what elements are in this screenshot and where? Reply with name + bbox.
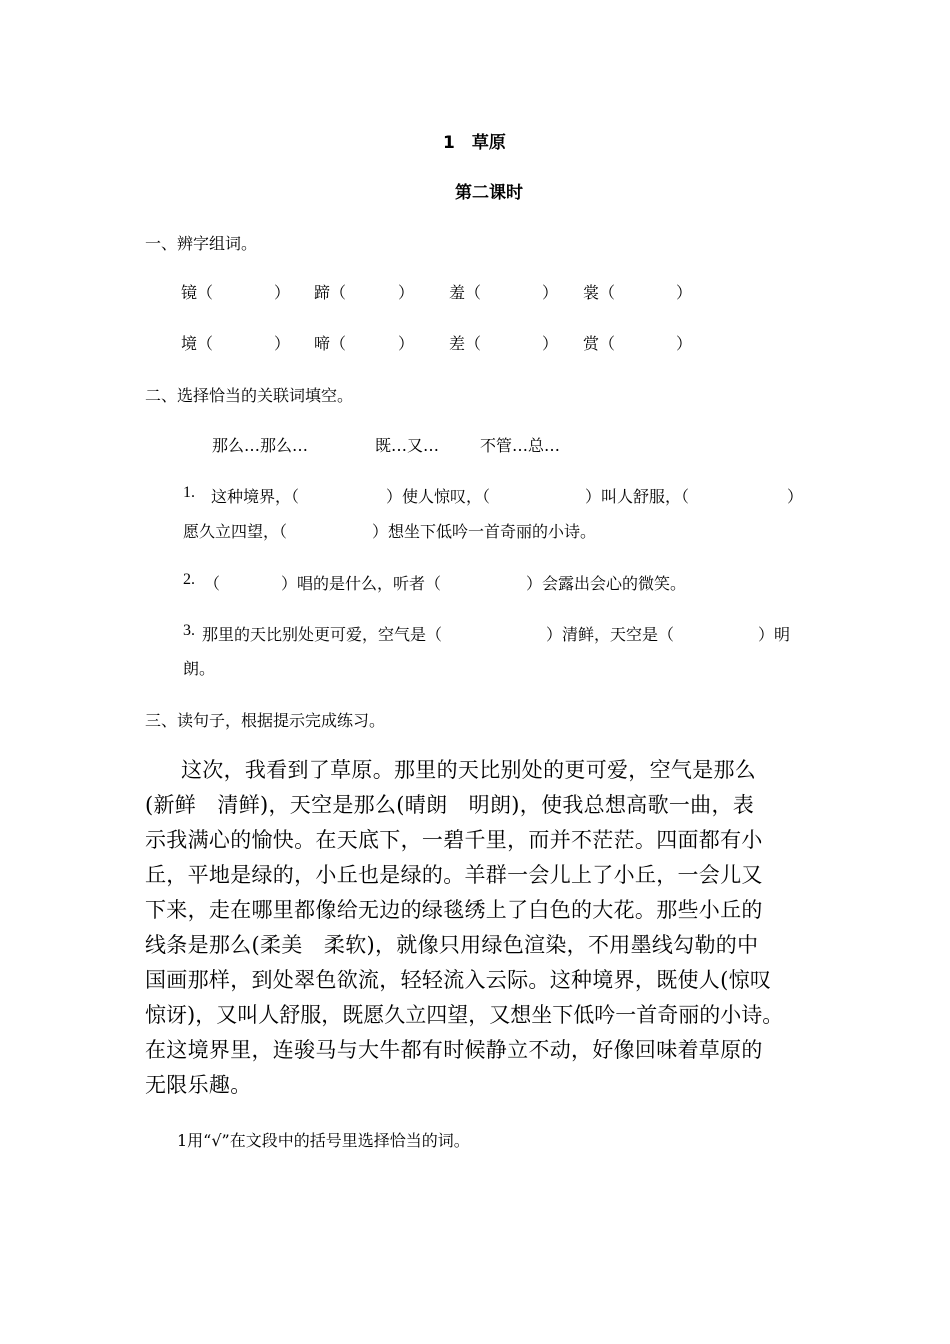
char-cell: 蹄（ <box>314 283 347 302</box>
question-number: 2. <box>183 571 195 588</box>
blank-close: ） <box>398 334 415 353</box>
page-subtitle: 第二课时 <box>455 183 523 203</box>
blank-close: ） <box>274 334 291 353</box>
blank-close: ） <box>274 283 291 302</box>
page-title: 1 草原 <box>443 133 506 153</box>
passage-line: 惊讶)，又叫人舒服，既愿久立四望，又想坐下低吟一首奇丽的小诗。 <box>145 1003 784 1027</box>
section2-heading: 二、选择恰当的关联词填空。 <box>145 386 354 405</box>
char-cell: 赏（ <box>583 334 616 353</box>
option: 既…又… <box>375 436 440 455</box>
char-cell: 羞（ <box>449 283 482 302</box>
q2-text: （ <box>204 574 221 593</box>
passage-line: 无限乐趣。 <box>145 1073 252 1097</box>
blank-close: ） <box>542 283 559 302</box>
char-cell: 啼（ <box>314 334 347 353</box>
char-cell: 差（ <box>449 334 482 353</box>
passage-line: 这次，我看到了草原。那里的天比别处的更可爱，空气是那么 <box>181 758 757 782</box>
blank-close: ） <box>398 283 415 302</box>
option: 不管…总… <box>480 436 561 455</box>
blank-close: ） <box>542 334 559 353</box>
char-cell: 镜（ <box>181 283 214 302</box>
q1-text: ）想坐下低吟一首奇丽的小诗。 <box>372 522 597 541</box>
passage-line: (新鲜 清鲜)，天空是那么(晴朗 明朗)，使我总想高歌一曲，表 <box>145 793 755 817</box>
char-cell: 境（ <box>181 334 214 353</box>
section3-heading: 三、读句子，根据提示完成练习。 <box>145 711 386 730</box>
char-cell: 裳（ <box>583 283 616 302</box>
section1-heading: 一、辨字组词。 <box>145 234 258 253</box>
q1-text: ） <box>787 487 804 506</box>
question-number: 1. <box>183 484 195 501</box>
passage-line: 下来，走在哪里都像给无边的绿毯绣上了白色的大花。那些小丘的 <box>145 898 763 922</box>
passage-line: 丘，平地是绿的，小丘也是绿的。羊群一会儿上了小丘，一会儿又 <box>145 863 763 887</box>
q3-text: 那里的天比别处更可爱，空气是（ <box>202 625 443 644</box>
question-number: 3. <box>183 622 195 639</box>
task-instruction: 1用“√”在文段中的括号里选择恰当的词。 <box>177 1131 470 1150</box>
blank-close: ） <box>676 334 693 353</box>
passage-line: 国画那样，到处翠色欲流，轻轻流入云际。这种境界，既使人(惊叹 <box>145 968 772 992</box>
passage-line: 示我满心的愉快。在天底下，一碧千里，而并不茫茫。四面都有小 <box>145 828 763 852</box>
q3-text: ）清鲜，天空是（ <box>546 625 675 644</box>
passage-line: 线条是那么(柔美 柔软)，就像只用绿色渲染，不用墨线勾勒的中 <box>145 933 759 957</box>
q2-text: ）唱的是什么，听者（ <box>281 574 442 593</box>
q1-text: 愿久立四望，（ <box>183 522 288 541</box>
q3-text: 朗。 <box>183 659 216 678</box>
q1-text: 这种境界，（ <box>211 487 300 506</box>
q1-text: ）叫人舒服，（ <box>585 487 690 506</box>
passage-line: 在这境界里，连骏马与大牛都有时候静立不动，好像回味着草原的 <box>145 1038 763 1062</box>
blank-close: ） <box>676 283 693 302</box>
q2-text: ）会露出会心的微笑。 <box>526 574 687 593</box>
q1-text: ）使人惊叹，（ <box>386 487 491 506</box>
q3-text: ）明 <box>758 625 791 644</box>
option: 那么…那么… <box>212 436 309 455</box>
